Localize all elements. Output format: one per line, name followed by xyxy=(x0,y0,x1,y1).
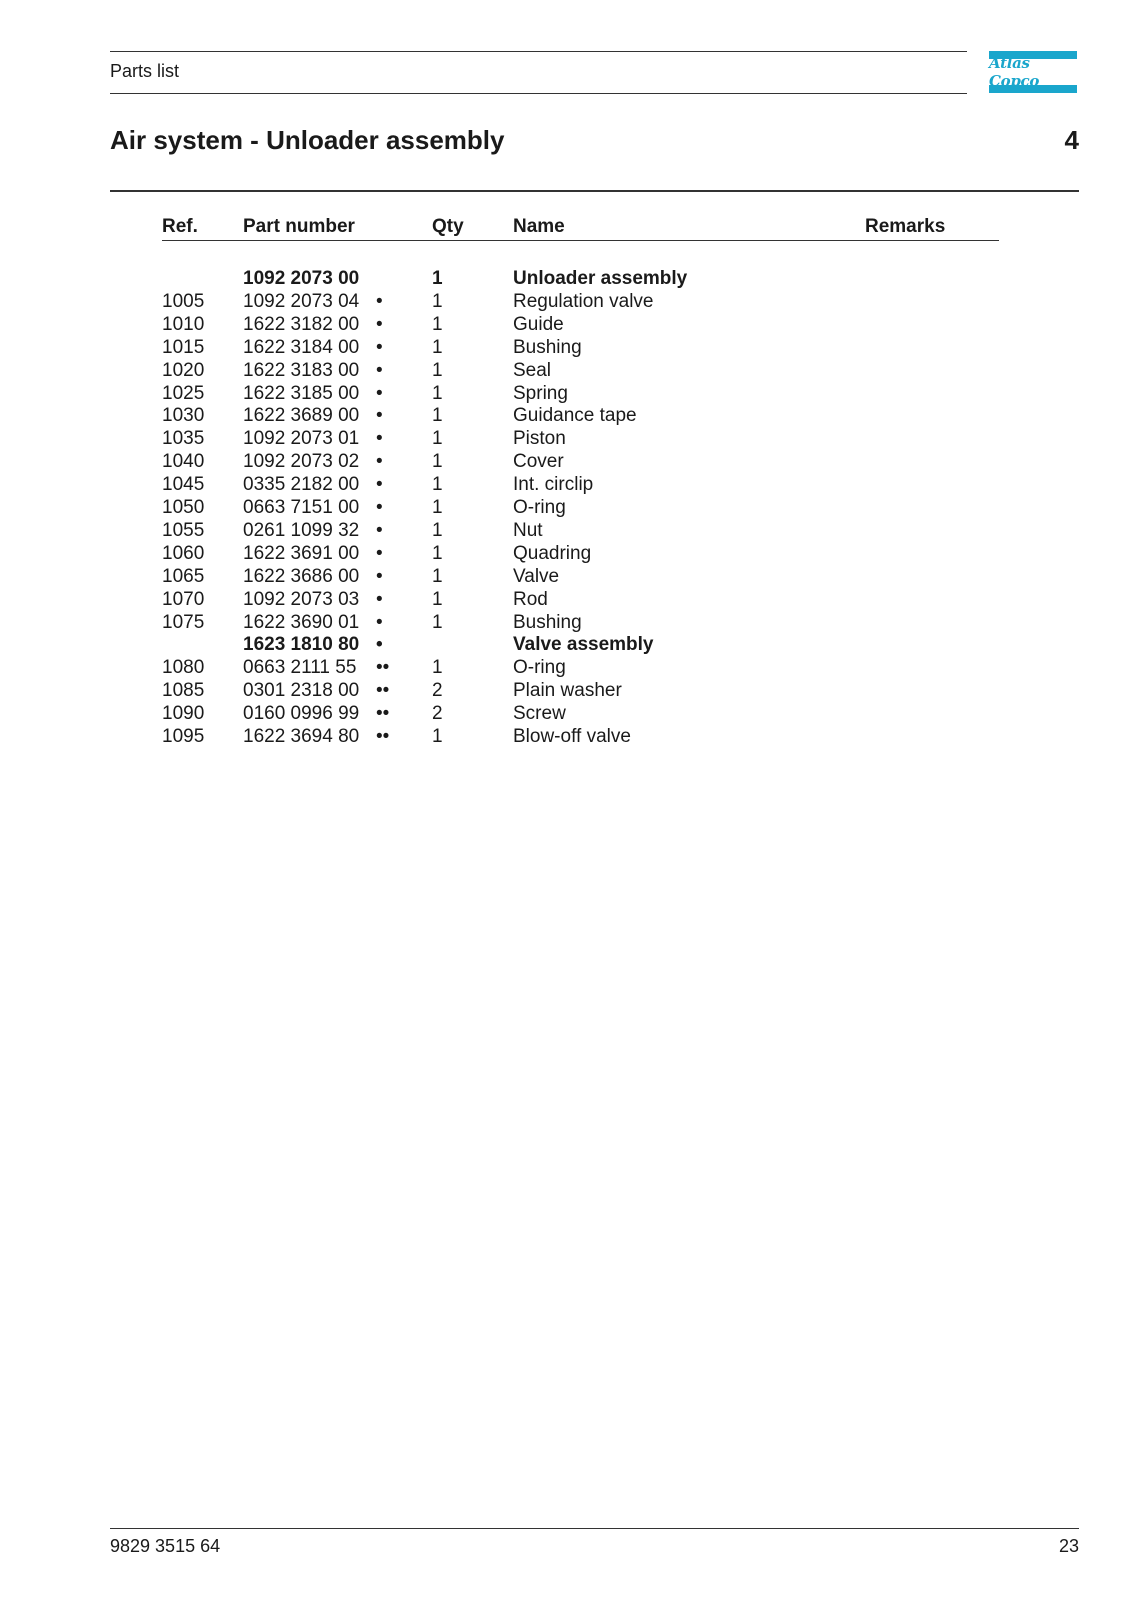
ref-cell: 1085 xyxy=(162,680,205,702)
column-header-ref: Ref. xyxy=(162,216,198,237)
ref-cell: 1055 xyxy=(162,519,205,541)
qty-cell: 1 xyxy=(432,290,443,312)
table-row xyxy=(0,726,1131,749)
table-row xyxy=(0,360,1131,383)
indent-level-marker: • xyxy=(376,611,383,633)
column-header-qty: Qty xyxy=(432,216,464,237)
table-row xyxy=(0,634,1131,657)
table-row xyxy=(0,612,1131,635)
table-row xyxy=(0,405,1131,428)
name-cell: O-ring xyxy=(513,497,566,518)
footer-rule xyxy=(110,1528,1079,1529)
qty-cell: 1 xyxy=(432,382,443,404)
qty-cell: 1 xyxy=(432,726,443,747)
table-row xyxy=(0,703,1131,726)
footer-document-number: 9829 3515 64 xyxy=(110,1536,221,1556)
name-cell: Blow-off valve xyxy=(513,726,631,747)
indent-level-marker: • xyxy=(376,474,383,496)
qty-cell: 2 xyxy=(432,680,443,702)
name-cell: Quadring xyxy=(513,542,592,564)
indent-level-marker: • xyxy=(376,451,383,473)
part-number-cell: 1622 3694 80 xyxy=(243,726,360,747)
qty-cell: 1 xyxy=(432,611,443,633)
indent-level-marker: • xyxy=(376,497,383,518)
qty-cell: 1 xyxy=(432,565,443,587)
header-top-rule xyxy=(110,51,967,52)
indent-level-marker: •• xyxy=(376,703,390,725)
ref-cell: 1090 xyxy=(162,703,205,725)
ref-cell: 1015 xyxy=(162,336,205,358)
qty-cell: 1 xyxy=(432,268,443,289)
name-cell: Valve xyxy=(513,565,560,587)
part-number-cell: 0335 2182 00 xyxy=(243,474,360,496)
name-cell: Regulation valve xyxy=(513,290,654,312)
part-number-cell: 0663 7151 00 xyxy=(243,497,360,518)
ref-cell: 1035 xyxy=(162,428,205,450)
page-title: Air system - Unloader assembly xyxy=(110,125,505,155)
part-number-cell: 1622 3686 00 xyxy=(243,565,360,587)
part-number-cell: 1622 3183 00 xyxy=(243,359,360,381)
name-cell: Guidance tape xyxy=(513,405,637,427)
table-row xyxy=(0,589,1131,612)
column-header-remarks: Remarks xyxy=(865,216,946,237)
table-row xyxy=(0,474,1131,497)
qty-cell: 1 xyxy=(432,588,443,610)
name-cell: Int. circlip xyxy=(513,474,594,496)
table-row xyxy=(0,428,1131,451)
indent-level-marker: • xyxy=(376,519,383,541)
table-row xyxy=(0,451,1131,474)
qty-cell: 1 xyxy=(432,313,443,335)
name-cell: Plain washer xyxy=(513,680,622,702)
indent-level-marker: •• xyxy=(376,680,390,702)
table-row xyxy=(0,520,1131,543)
table-row xyxy=(0,268,1131,291)
indent-level-marker: •• xyxy=(376,726,390,747)
table-row xyxy=(0,337,1131,360)
qty-cell: 2 xyxy=(432,703,443,725)
name-cell: Spring xyxy=(513,382,568,404)
indent-level-marker: • xyxy=(376,290,383,312)
name-cell: Seal xyxy=(513,359,552,381)
indent-level-marker: • xyxy=(376,542,383,564)
part-number-cell: 1622 3691 00 xyxy=(243,542,360,564)
table-row xyxy=(0,314,1131,337)
part-number-cell: 1622 3690 01 xyxy=(243,611,360,633)
ref-cell: 1030 xyxy=(162,405,205,427)
ref-cell: 1060 xyxy=(162,542,205,564)
indent-level-marker: • xyxy=(376,359,383,381)
ref-cell: 1020 xyxy=(162,359,205,381)
qty-cell: 1 xyxy=(432,451,443,473)
part-number-cell: 1622 3185 00 xyxy=(243,382,360,404)
qty-cell: 1 xyxy=(432,474,443,496)
table-header-rule xyxy=(162,240,999,241)
name-cell: O-ring xyxy=(513,657,566,679)
name-cell: Screw xyxy=(513,703,566,725)
part-number-cell: 1092 2073 01 xyxy=(243,428,360,450)
part-number-cell: 1622 3184 00 xyxy=(243,336,360,358)
indent-level-marker: • xyxy=(376,405,383,427)
qty-cell: 1 xyxy=(432,542,443,564)
qty-cell: 1 xyxy=(432,359,443,381)
ref-cell: 1075 xyxy=(162,611,205,633)
name-cell: Guide xyxy=(513,313,564,335)
section-number: 4 xyxy=(1064,125,1079,155)
part-number-cell: 1092 2073 03 xyxy=(243,588,360,610)
name-cell: Bushing xyxy=(513,336,582,358)
table-row xyxy=(0,497,1131,520)
qty-cell: 1 xyxy=(432,497,443,518)
ref-cell: 1065 xyxy=(162,565,205,587)
name-cell: Cover xyxy=(513,451,564,473)
part-number-cell: 1623 1810 80 xyxy=(243,634,360,656)
qty-cell: 1 xyxy=(432,336,443,358)
part-number-cell: 1092 2073 00 xyxy=(243,268,360,289)
table-row xyxy=(0,543,1131,566)
column-header-part-number: Part number xyxy=(243,216,355,237)
ref-cell: 1070 xyxy=(162,588,205,610)
name-cell: Piston xyxy=(513,428,566,450)
qty-cell: 1 xyxy=(432,657,443,679)
ref-cell: 1005 xyxy=(162,290,205,312)
name-cell: Unloader assembly xyxy=(513,268,688,289)
part-number-cell: 1622 3689 00 xyxy=(243,405,360,427)
footer-page-number: 23 xyxy=(1058,1536,1079,1556)
indent-level-marker: • xyxy=(376,336,383,358)
qty-cell: 1 xyxy=(432,519,443,541)
qty-cell: 1 xyxy=(432,428,443,450)
ref-cell: 1040 xyxy=(162,451,205,473)
ref-cell: 1080 xyxy=(162,657,205,679)
table-row xyxy=(0,657,1131,680)
name-cell: Valve assembly xyxy=(513,634,654,656)
ref-cell: 1050 xyxy=(162,497,205,518)
name-cell: Bushing xyxy=(513,611,582,633)
table-row xyxy=(0,291,1131,314)
ref-cell: 1095 xyxy=(162,726,205,747)
name-cell: Nut xyxy=(513,519,543,541)
indent-level-marker: • xyxy=(376,382,383,404)
part-number-cell: 0261 1099 32 xyxy=(243,519,360,541)
part-number-cell: 1092 2073 04 xyxy=(243,290,360,312)
indent-level-marker: • xyxy=(376,428,383,450)
indent-level-marker: • xyxy=(376,313,383,335)
part-number-cell: 1092 2073 02 xyxy=(243,451,360,473)
ref-cell: 1025 xyxy=(162,382,205,404)
header-section-label: Parts list xyxy=(110,61,180,81)
indent-level-marker: • xyxy=(376,634,383,656)
table-row xyxy=(0,383,1131,406)
name-cell: Rod xyxy=(513,588,548,610)
part-number-cell: 1622 3182 00 xyxy=(243,313,360,335)
indent-level-marker: •• xyxy=(376,657,390,679)
table-row xyxy=(0,566,1131,589)
indent-level-marker: • xyxy=(376,565,383,587)
title-rule xyxy=(110,190,1079,192)
ref-cell: 1010 xyxy=(162,313,205,335)
atlas-copco-logo xyxy=(989,51,1077,93)
indent-level-marker: • xyxy=(376,588,383,610)
part-number-cell: 0160 0996 99 xyxy=(243,703,360,725)
part-number-cell: 0301 2318 00 xyxy=(243,680,360,702)
ref-cell: 1045 xyxy=(162,474,205,496)
qty-cell: 1 xyxy=(432,405,443,427)
part-number-cell: 0663 2111 55 xyxy=(243,657,357,679)
logo-text: Atlas Copco xyxy=(989,54,1040,90)
table-row xyxy=(0,680,1131,703)
column-header-name: Name xyxy=(513,216,565,237)
logo-band xyxy=(989,54,1077,90)
header-bottom-rule xyxy=(110,93,967,94)
